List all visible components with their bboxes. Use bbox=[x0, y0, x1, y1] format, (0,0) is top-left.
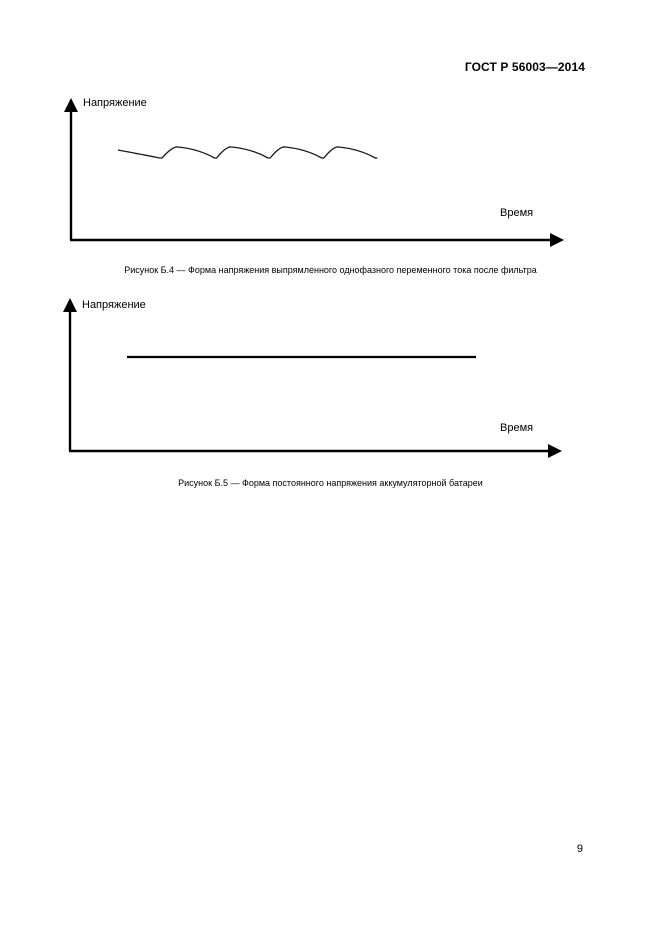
document-number: ГОСТ Р 56003—2014 bbox=[464, 60, 585, 74]
figure-b4-caption: Рисунок Б.4 — Форма напряжения выпрямленного однофазного переменного тока после фильтра bbox=[124, 265, 537, 275]
ripple-voltage-line bbox=[118, 147, 377, 158]
x-axis-label: Время bbox=[500, 207, 534, 219]
page-number: 9 bbox=[576, 843, 583, 855]
figure-b5-plot bbox=[0, 290, 661, 470]
y-axis-label: Напряжение bbox=[83, 97, 147, 109]
figure-b4-plot bbox=[0, 0, 661, 290]
x-axis-arrow-icon bbox=[550, 233, 564, 247]
y-axis-arrow-icon bbox=[64, 98, 78, 112]
figure-b5 bbox=[0, 290, 661, 470]
y-axis-label: Напряжение bbox=[82, 299, 146, 311]
figure-b5-caption: Рисунок Б.5 — Форма постоянного напряжения аккумуляторной батареи bbox=[178, 478, 483, 488]
figure-b4 bbox=[0, 0, 661, 290]
x-axis-arrow-icon bbox=[548, 444, 562, 458]
x-axis-label: Время bbox=[500, 422, 534, 434]
y-axis-arrow-icon bbox=[63, 298, 77, 312]
